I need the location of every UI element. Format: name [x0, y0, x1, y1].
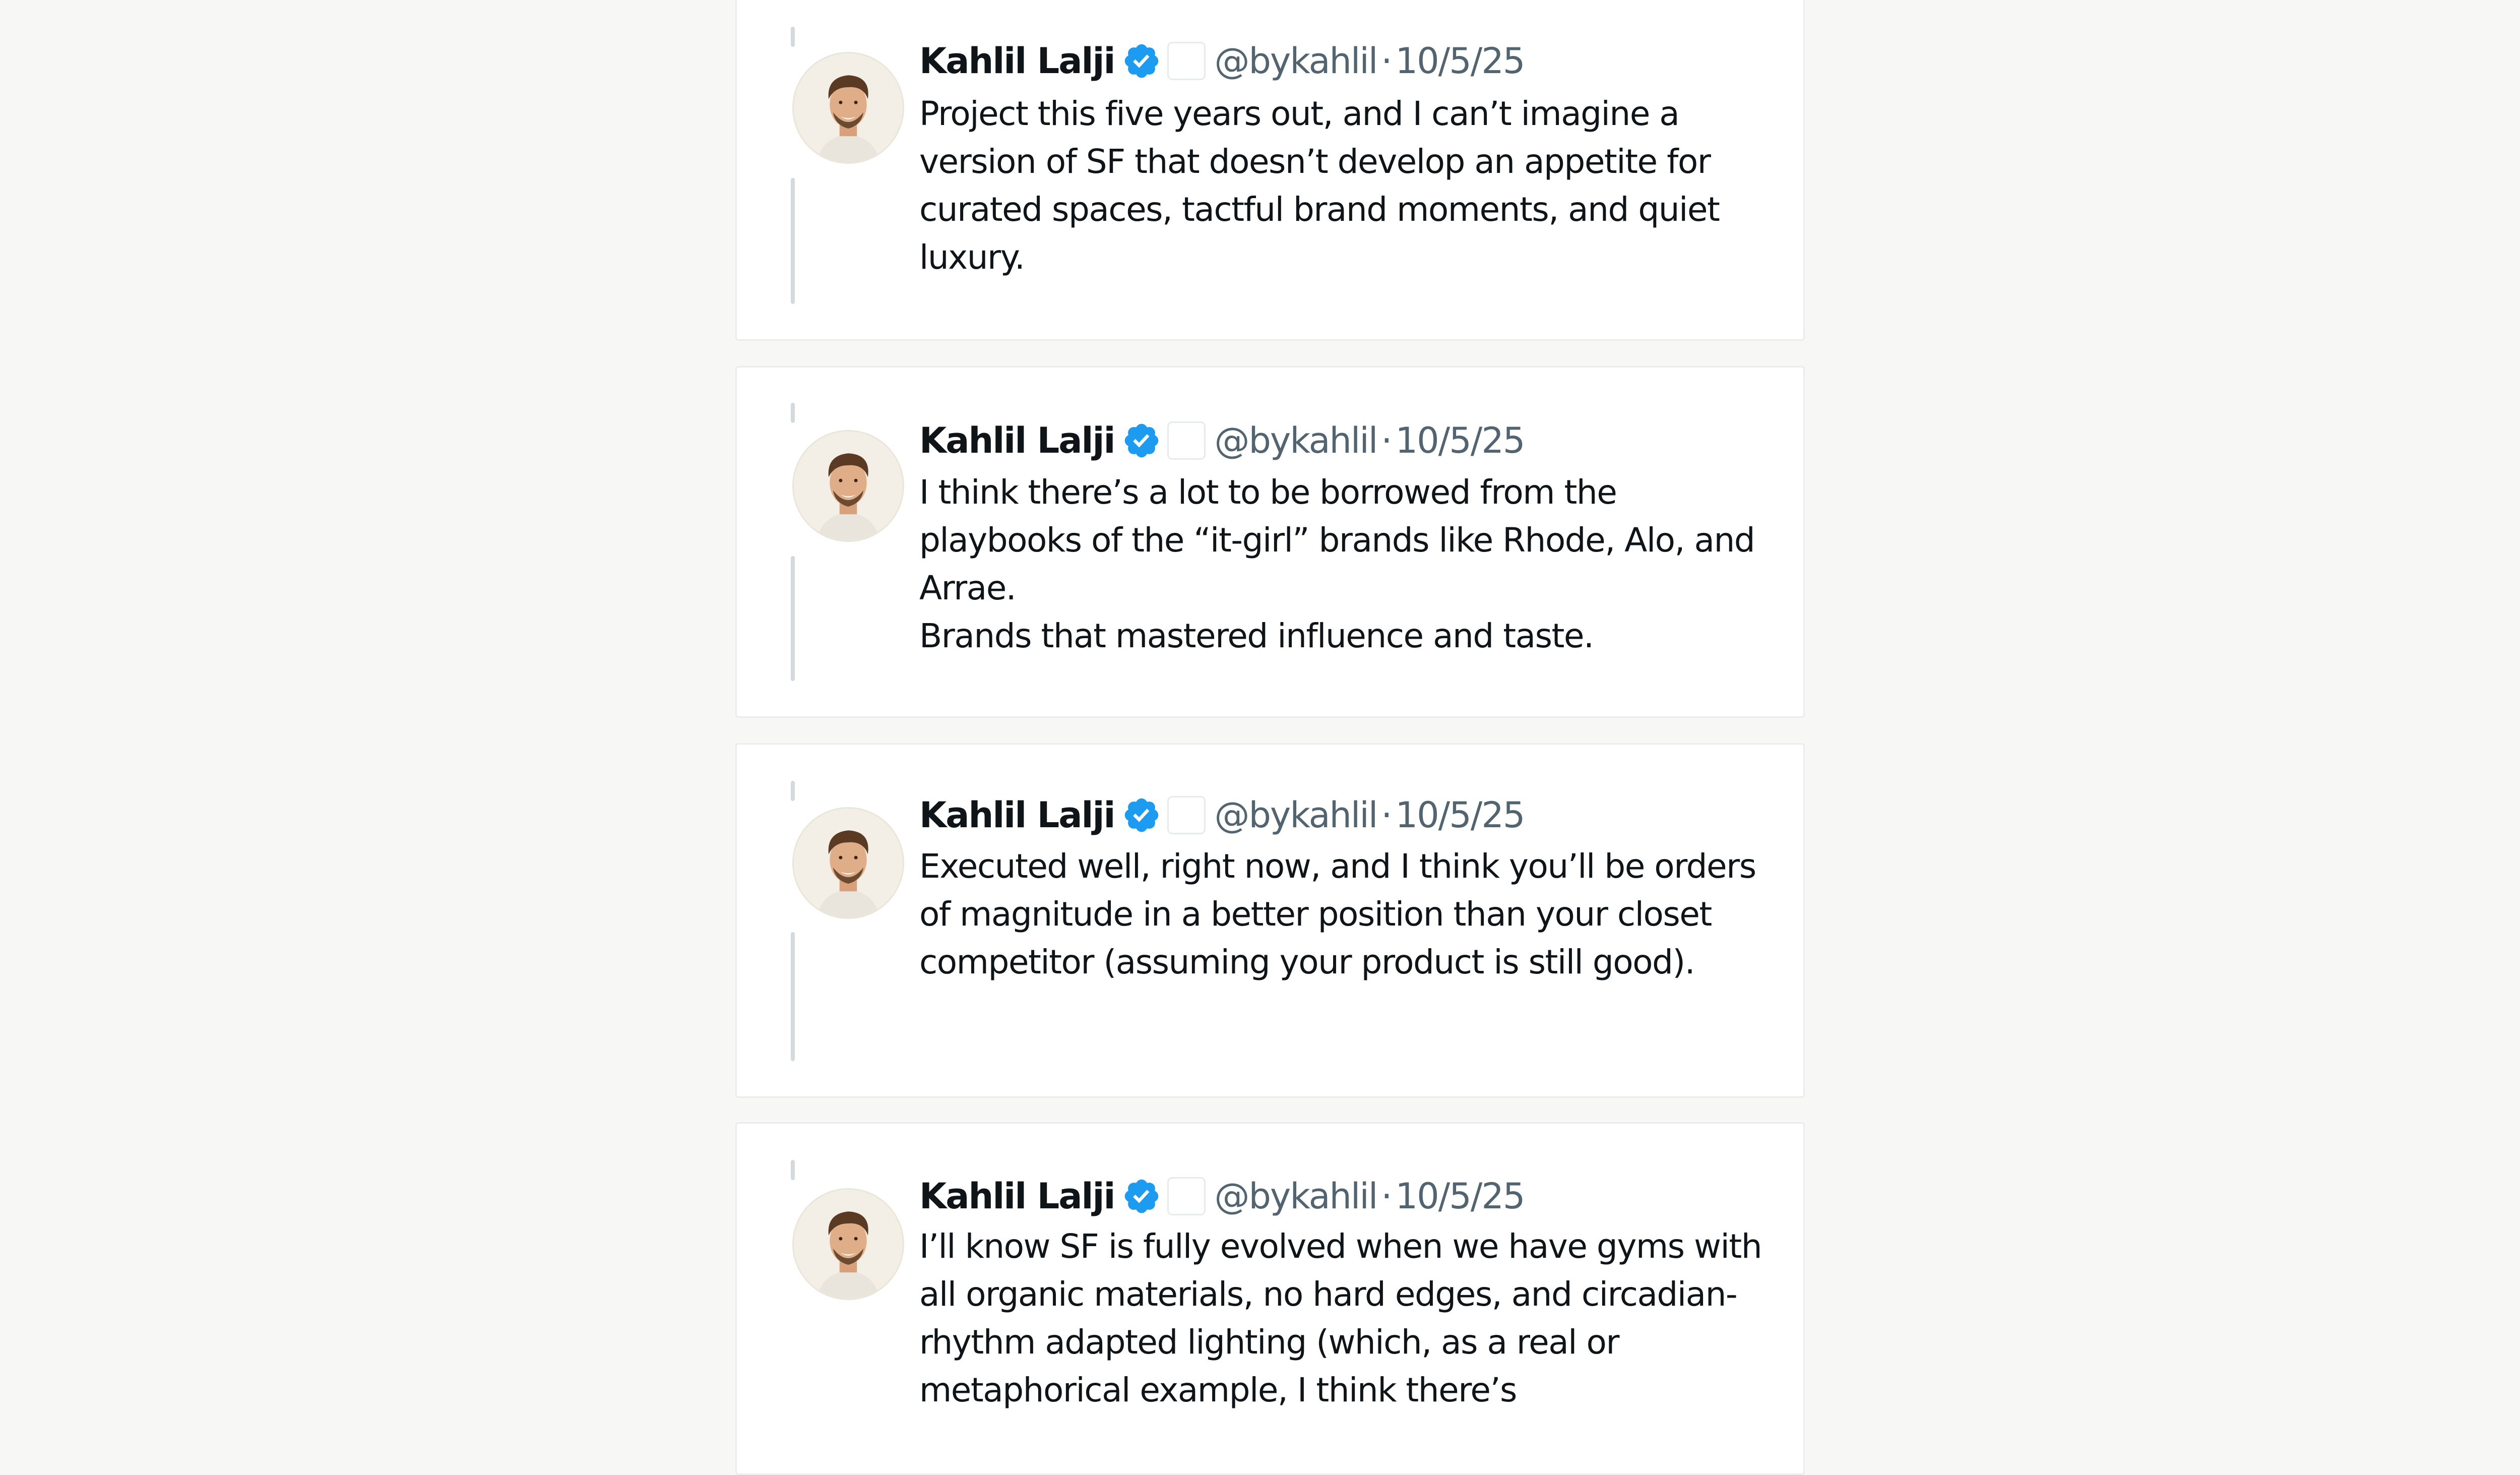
thread-connector-top [791, 1160, 795, 1180]
tweet-card[interactable] [735, 1122, 1805, 1475]
tweet-text: I think there’s a lot to be borrowed from the playbooks of the “it-girl” brands like Rhode, Alo, and Arrae. Brands that mastered influence and taste. [919, 473, 1755, 655]
avatar-portrait-icon [794, 53, 903, 162]
tweet-text: Project this five years out, and I can’t imagine a version of SF that doesn’t develop an appetite for curated spaces, tactful brand moments, and quiet luxury. [919, 94, 1720, 277]
avatar-portrait-icon [794, 432, 903, 540]
author-name[interactable]: Kahlil Lalji [919, 40, 1115, 82]
tweet-date[interactable]: 10/5/25 [1395, 420, 1525, 461]
separator: · [1381, 1176, 1392, 1217]
author-name[interactable]: Kahlil Lalji [919, 420, 1115, 461]
tweet-date[interactable]: 10/5/25 [1395, 794, 1525, 836]
author-handle[interactable]: @bykahlil [1214, 40, 1377, 82]
avatar[interactable] [792, 807, 904, 919]
avatar-portrait-icon [794, 1190, 903, 1299]
tweet-card[interactable] [735, 366, 1805, 718]
tweet-header [919, 1171, 1524, 1221]
avatar[interactable] [792, 1188, 904, 1300]
avatar[interactable] [792, 430, 904, 542]
tweet-date[interactable]: 10/5/25 [1395, 40, 1525, 82]
verified-badge-icon [1122, 795, 1161, 835]
thread-connector-top [791, 403, 795, 423]
affiliate-badge-icon[interactable] [1167, 421, 1206, 460]
thread-connector-bottom [791, 178, 795, 304]
verified-badge-icon [1122, 41, 1161, 81]
author-name[interactable]: Kahlil Lalji [919, 1176, 1115, 1217]
thread-connector-bottom [791, 932, 795, 1061]
verified-badge-icon [1122, 1177, 1161, 1216]
author-name[interactable]: Kahlil Lalji [919, 794, 1115, 836]
affiliate-badge-icon[interactable] [1167, 796, 1206, 834]
tweet-header [919, 36, 1524, 86]
avatar-portrait-icon [794, 809, 903, 917]
thread-connector-top [791, 781, 795, 801]
separator: · [1381, 794, 1392, 836]
tweet-date[interactable]: 10/5/25 [1395, 1176, 1525, 1217]
tweet-header [919, 790, 1524, 840]
avatar[interactable] [792, 52, 904, 164]
separator: · [1381, 420, 1392, 461]
author-handle[interactable]: @bykahlil [1214, 420, 1377, 461]
affiliate-badge-icon[interactable] [1167, 1177, 1206, 1215]
author-handle[interactable]: @bykahlil [1214, 794, 1377, 836]
verified-badge-icon [1122, 421, 1161, 460]
tweet-card[interactable] [735, 0, 1805, 341]
tweet-header [919, 415, 1524, 466]
thread-connector-bottom [791, 556, 795, 681]
thread-connector-top [791, 27, 795, 47]
tweet-card[interactable] [735, 743, 1805, 1098]
author-handle[interactable]: @bykahlil [1214, 1176, 1377, 1217]
separator: · [1381, 40, 1392, 82]
tweet-text: Executed well, right now, and I think you’ll be orders of magnitude in a better position than your closet competitor (assuming your product is still good). [919, 847, 1756, 981]
tweet-text: I’ll know SF is fully evolved when we have gyms with all organic materials, no hard edges, and circadian-rhythm adapted lighting (which, as a real or metaphorical example, I think there’s [919, 1227, 1762, 1409]
affiliate-badge-icon[interactable] [1167, 42, 1206, 80]
